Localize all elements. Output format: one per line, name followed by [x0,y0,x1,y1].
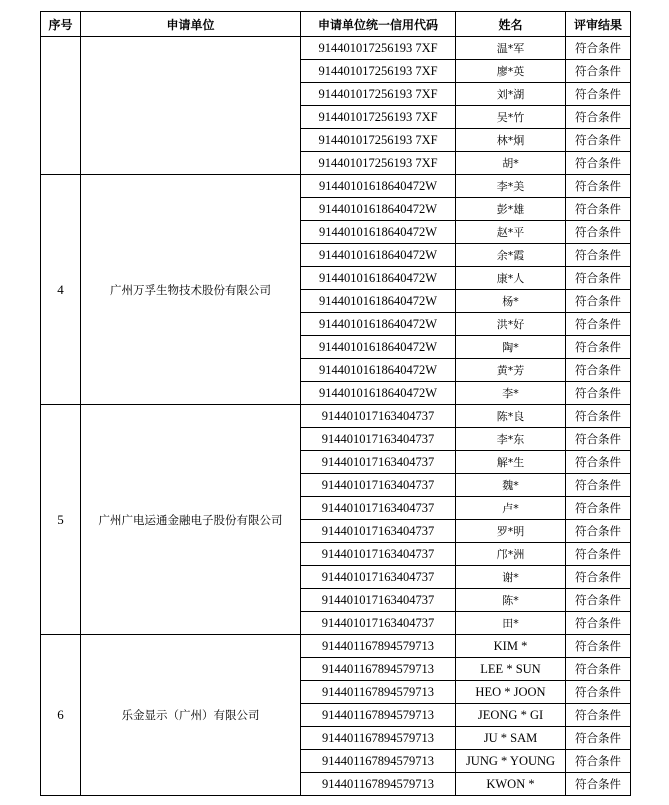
review-result-cell: 符合条件 [566,681,631,704]
header-name: 姓名 [456,12,566,37]
group-seq: 4 [41,175,81,405]
group-org: 广州万孚生物技术股份有限公司 [81,175,301,405]
review-result-cell: 符合条件 [566,727,631,750]
person-name-cell: HEO * JOON [456,681,566,704]
person-name-cell: 李*美 [456,175,566,198]
header-org: 申请单位 [81,12,301,37]
credit-code-cell: 914401167894579713 [301,704,456,727]
credit-code-cell: 91440101618640472W [301,382,456,405]
person-name-cell: KWON * [456,773,566,796]
review-result-cell: 符合条件 [566,543,631,566]
credit-code-cell: 914401017163404737 [301,428,456,451]
review-result-cell: 符合条件 [566,773,631,796]
header-result: 评审结果 [566,12,631,37]
document-page [40,11,631,796]
table-row [41,175,631,198]
review-result-cell: 符合条件 [566,589,631,612]
person-name-cell: 陶* [456,336,566,359]
person-name-cell: JEONG * GI [456,704,566,727]
credit-code-cell: 91440101618640472W [301,221,456,244]
group-org: 广州广电运通金融电子股份有限公司 [81,405,301,635]
credit-code-cell: 914401017163404737 [301,451,456,474]
person-name-cell: 余*霞 [456,244,566,267]
review-result-cell: 符合条件 [566,37,631,60]
group-org: 乐金显示（广州）有限公司 [81,635,301,796]
group-seq: 5 [41,405,81,635]
review-result-cell: 符合条件 [566,313,631,336]
person-name-cell: 卢* [456,497,566,520]
credit-code-cell: 91440101618640472W [301,336,456,359]
person-name-cell: 李*东 [456,428,566,451]
review-result-cell: 符合条件 [566,152,631,175]
person-name-cell: KIM * [456,635,566,658]
review-result-cell: 符合条件 [566,198,631,221]
credit-code-cell: 914401167894579713 [301,773,456,796]
review-result-cell: 符合条件 [566,106,631,129]
review-result-cell: 符合条件 [566,336,631,359]
person-name-cell: 洪*好 [456,313,566,336]
review-result-cell: 符合条件 [566,704,631,727]
person-name-cell: 邝*洲 [456,543,566,566]
credit-code-cell: 914401017256193 7XF [301,37,456,60]
group-org [81,37,301,175]
credit-code-cell: 914401017163404737 [301,612,456,635]
group-seq: 6 [41,635,81,796]
review-result-cell: 符合条件 [566,566,631,589]
header-code: 申请单位统一信用代码 [301,12,456,37]
credit-code-cell: 914401017163404737 [301,589,456,612]
credit-code-cell: 914401167894579713 [301,681,456,704]
table-row [41,37,631,60]
review-result-cell: 符合条件 [566,129,631,152]
credit-code-cell: 914401167894579713 [301,635,456,658]
table-body [41,37,631,796]
review-result-cell: 符合条件 [566,290,631,313]
header-seq: 序号 [41,12,81,37]
person-name-cell: 解*生 [456,451,566,474]
credit-code-cell: 914401167894579713 [301,727,456,750]
credit-code-cell: 914401017163404737 [301,520,456,543]
credit-code-cell: 91440101618640472W [301,313,456,336]
header-row [41,12,631,37]
review-result-cell: 符合条件 [566,175,631,198]
credit-code-cell: 914401017256193 7XF [301,83,456,106]
review-result-cell: 符合条件 [566,635,631,658]
review-result-cell: 符合条件 [566,382,631,405]
review-result-cell: 符合条件 [566,451,631,474]
credit-code-cell: 91440101618640472W [301,244,456,267]
person-name-cell: 温*军 [456,37,566,60]
person-name-cell: 陈*良 [456,405,566,428]
review-result-cell: 符合条件 [566,60,631,83]
review-result-cell: 符合条件 [566,359,631,382]
credit-code-cell: 914401017256193 7XF [301,129,456,152]
person-name-cell: 黄*芳 [456,359,566,382]
review-results-table [40,11,631,796]
review-result-cell: 符合条件 [566,267,631,290]
credit-code-cell: 91440101618640472W [301,359,456,382]
table-row [41,635,631,658]
person-name-cell: 胡* [456,152,566,175]
person-name-cell: 彭*雄 [456,198,566,221]
credit-code-cell: 91440101618640472W [301,175,456,198]
review-result-cell: 符合条件 [566,750,631,773]
credit-code-cell: 914401017256193 7XF [301,106,456,129]
person-name-cell: 罗*明 [456,520,566,543]
person-name-cell: JUNG * YOUNG [456,750,566,773]
credit-code-cell: 914401017163404737 [301,474,456,497]
person-name-cell: LEE * SUN [456,658,566,681]
credit-code-cell: 91440101618640472W [301,198,456,221]
review-result-cell: 符合条件 [566,612,631,635]
person-name-cell: 李* [456,382,566,405]
review-result-cell: 符合条件 [566,244,631,267]
review-result-cell: 符合条件 [566,520,631,543]
review-result-cell: 符合条件 [566,221,631,244]
table-row [41,405,631,428]
credit-code-cell: 914401017163404737 [301,497,456,520]
person-name-cell: 赵*平 [456,221,566,244]
review-result-cell: 符合条件 [566,428,631,451]
person-name-cell: 廖*英 [456,60,566,83]
person-name-cell: 吴*竹 [456,106,566,129]
credit-code-cell: 914401167894579713 [301,658,456,681]
review-result-cell: 符合条件 [566,658,631,681]
person-name-cell: 田* [456,612,566,635]
review-result-cell: 符合条件 [566,474,631,497]
credit-code-cell: 914401017163404737 [301,566,456,589]
person-name-cell: JU * SAM [456,727,566,750]
credit-code-cell: 914401017163404737 [301,405,456,428]
credit-code-cell: 914401017163404737 [301,543,456,566]
review-result-cell: 符合条件 [566,497,631,520]
person-name-cell: 刘*湖 [456,83,566,106]
credit-code-cell: 914401017256193 7XF [301,60,456,83]
review-result-cell: 符合条件 [566,405,631,428]
person-name-cell: 林*炯 [456,129,566,152]
person-name-cell: 康*人 [456,267,566,290]
review-result-cell: 符合条件 [566,83,631,106]
group-seq [41,37,81,175]
person-name-cell: 陈* [456,589,566,612]
person-name-cell: 魏* [456,474,566,497]
credit-code-cell: 91440101618640472W [301,267,456,290]
credit-code-cell: 914401167894579713 [301,750,456,773]
credit-code-cell: 914401017256193 7XF [301,152,456,175]
person-name-cell: 谢* [456,566,566,589]
credit-code-cell: 91440101618640472W [301,290,456,313]
person-name-cell: 杨* [456,290,566,313]
